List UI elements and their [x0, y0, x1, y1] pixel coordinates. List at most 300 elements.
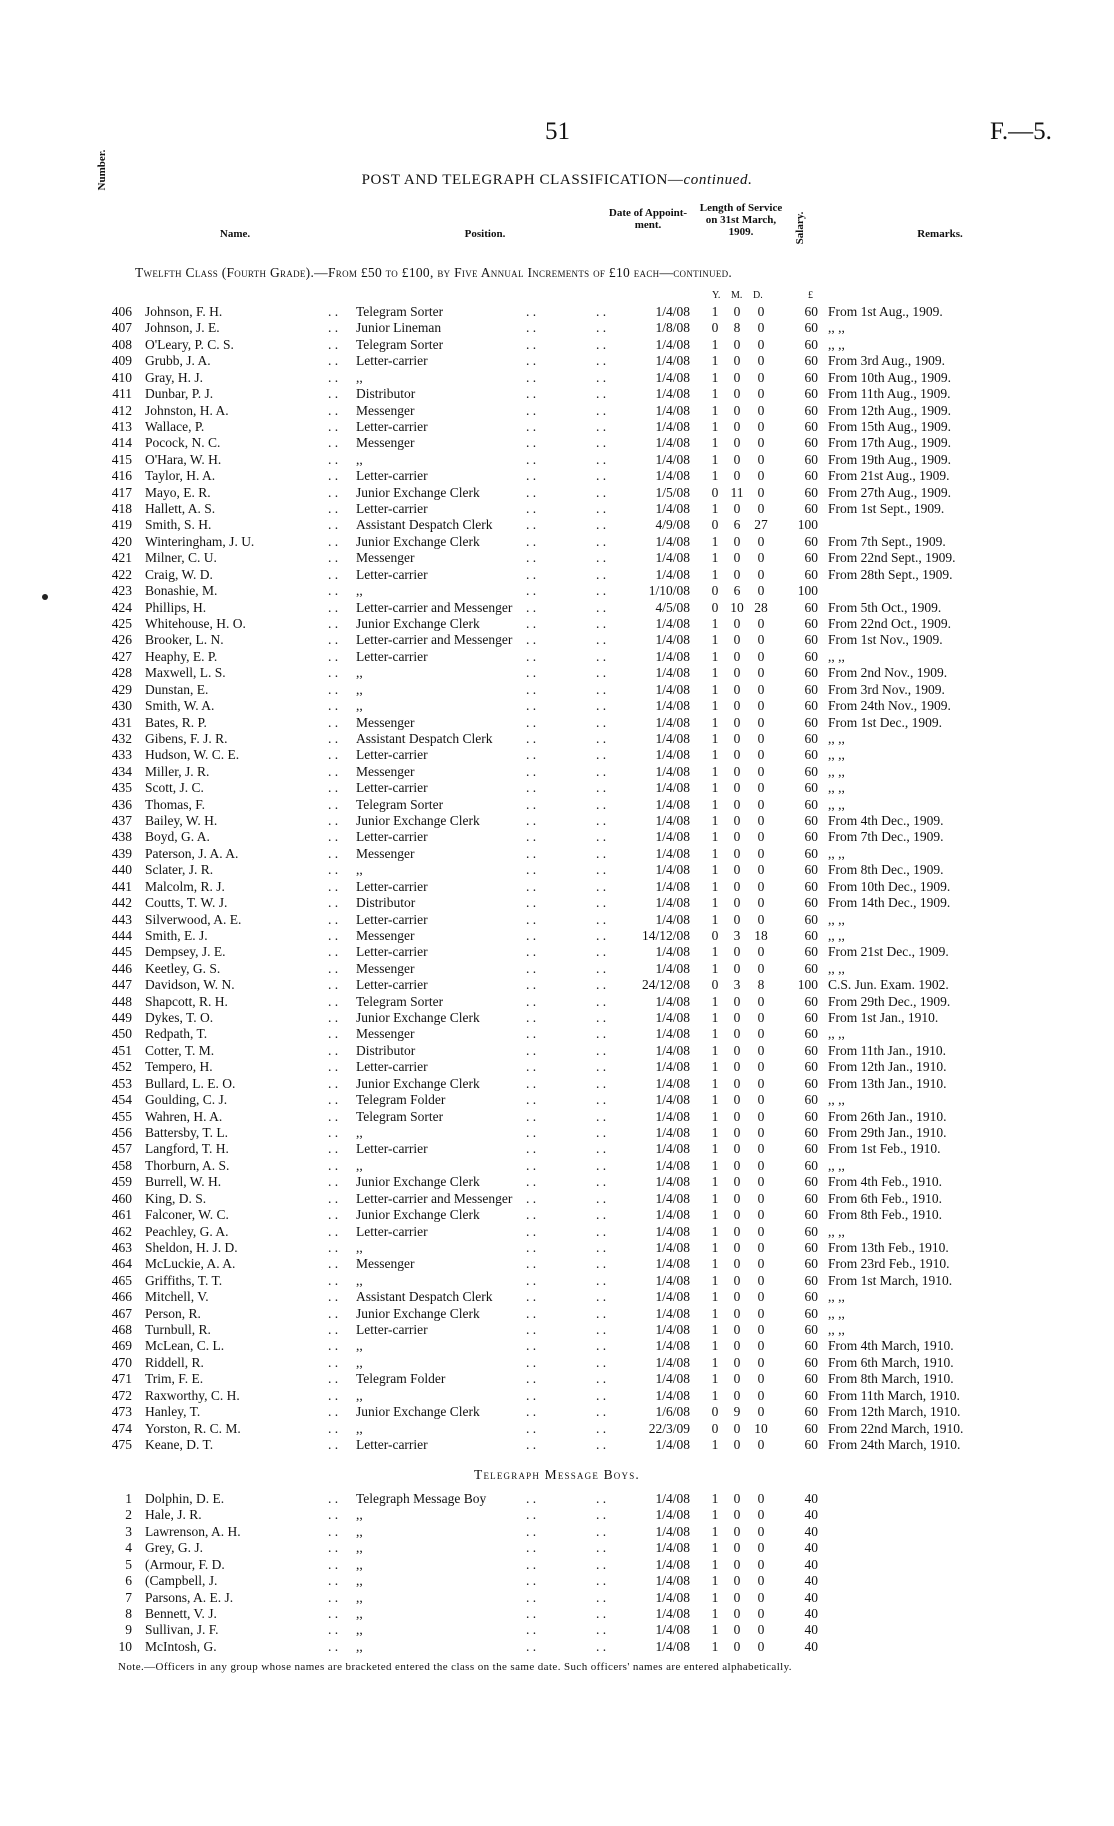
row-months: 0: [733, 1125, 741, 1140]
row-salary: 60: [804, 1223, 818, 1239]
row-years: 1: [711, 862, 719, 878]
row-months: 0: [733, 501, 741, 517]
row-days: 0: [757, 763, 765, 779]
row-name: (Campbell, J.: [145, 1573, 218, 1589]
row-name: Sheldon, H. J. D.: [145, 1239, 238, 1255]
row-name: Smith, S. H.: [145, 517, 212, 533]
row-salary: 60: [804, 1387, 818, 1403]
row-leader: . .: [596, 1256, 607, 1272]
row-name: Sclater, J. R.: [145, 862, 214, 878]
table-row: [0, 1076, 1114, 1092]
row-leader: . .: [596, 1223, 607, 1239]
row-salary: 60: [804, 911, 818, 927]
row-years: 1: [711, 1523, 719, 1539]
row-position: Junior Exchange Clerk: [356, 1404, 480, 1420]
row-months: 0: [733, 1174, 741, 1190]
row-leader: . .: [328, 435, 339, 451]
row-leader: . .: [526, 747, 537, 763]
row-months: 0: [733, 763, 741, 779]
row-months: 0: [733, 615, 741, 631]
row-leader: . .: [526, 1026, 537, 1042]
row-leader: . .: [526, 583, 537, 599]
table-row: [0, 1590, 1114, 1606]
row-years: 1: [711, 944, 719, 960]
title-continued: continued.: [683, 172, 753, 188]
row-leader: . .: [526, 1338, 537, 1354]
row-leader: . .: [526, 1556, 537, 1572]
table-row: [0, 780, 1114, 796]
row-leader: . .: [328, 796, 339, 812]
row-salary: 60: [804, 730, 818, 746]
row-years: 1: [711, 648, 719, 664]
row-name: Miller, J. R.: [145, 763, 210, 779]
row-remarks: From 12th March, 1910.: [828, 1404, 961, 1420]
row-number: 421: [111, 550, 132, 566]
row-years: 1: [711, 1108, 719, 1124]
row-leader: . .: [328, 895, 339, 911]
row-number: 472: [111, 1387, 132, 1403]
row-leader: . .: [328, 615, 339, 631]
row-leader: . .: [328, 1190, 339, 1206]
row-months: 0: [733, 878, 741, 894]
row-years: 1: [711, 468, 719, 484]
row-leader: . .: [328, 1256, 339, 1272]
row-number: 464: [111, 1256, 132, 1272]
row-name: Gray, H. J.: [145, 369, 203, 385]
row-months: 0: [733, 336, 741, 352]
row-number: 418: [111, 501, 132, 517]
table-row: [0, 813, 1114, 829]
row-date: 1/4/08: [655, 845, 690, 861]
row-name: Bates, R. P.: [145, 714, 207, 730]
table-row: [0, 370, 1114, 386]
row-months: 0: [733, 1042, 741, 1058]
row-leader: . .: [596, 1075, 607, 1091]
table-row: [0, 1109, 1114, 1125]
row-leader: . .: [526, 780, 537, 796]
table-row: [0, 1639, 1114, 1655]
row-name: Whitehouse, H. O.: [145, 615, 246, 631]
row-days: 0: [757, 681, 765, 697]
row-months: 0: [733, 451, 741, 467]
row-leader: . .: [596, 533, 607, 549]
table-row: [0, 731, 1114, 747]
row-years: 1: [711, 1190, 719, 1206]
row-leader: . .: [596, 1589, 607, 1605]
row-months: 0: [733, 714, 741, 730]
row-position: Letter-carrier: [356, 468, 428, 484]
table-row: [0, 944, 1114, 960]
row-months: 9: [733, 1404, 741, 1420]
row-salary: 60: [804, 747, 818, 763]
table-row: [0, 1404, 1114, 1420]
row-date: 1/4/08: [655, 336, 690, 352]
row-salary: 40: [804, 1605, 818, 1621]
row-leader: . .: [596, 304, 607, 319]
row-leader: . .: [596, 829, 607, 845]
row-remarks: From 10th Dec., 1909.: [828, 878, 951, 894]
row-days: 0: [757, 944, 765, 960]
row-days: 0: [757, 796, 765, 812]
row-remarks: From 10th Aug., 1909.: [828, 369, 952, 385]
row-leader: . .: [328, 1075, 339, 1091]
row-days: 0: [757, 336, 765, 352]
row-leader: . .: [526, 730, 537, 746]
row-leader: . .: [526, 1540, 537, 1556]
row-years: 1: [711, 1174, 719, 1190]
row-name: Craig, W. D.: [145, 566, 213, 582]
row-salary: 40: [804, 1556, 818, 1572]
row-leader: . .: [328, 944, 339, 960]
row-days: 0: [757, 862, 765, 878]
row-remarks: From 1st Dec., 1909.: [828, 714, 942, 730]
table-row: [0, 583, 1114, 599]
row-days: 0: [757, 1589, 765, 1605]
row-leader: . .: [526, 1573, 537, 1589]
row-leader: . .: [328, 1239, 339, 1255]
row-days: 0: [757, 1436, 765, 1452]
row-leader: . .: [596, 1540, 607, 1556]
row-date: 1/4/08: [655, 566, 690, 582]
row-leader: . .: [596, 1436, 607, 1452]
row-leader: . .: [526, 1289, 537, 1305]
row-days: 0: [757, 1556, 765, 1572]
row-leader: . .: [328, 1289, 339, 1305]
row-leader: . .: [526, 1371, 537, 1387]
row-days: 0: [757, 1075, 765, 1091]
row-date: 1/4/08: [655, 1174, 690, 1190]
table-row: [0, 879, 1114, 895]
row-name: O'Leary, P. C. S.: [145, 336, 234, 352]
row-date: 1/4/08: [655, 1157, 690, 1173]
table-row: [0, 320, 1114, 336]
row-date: 1/4/08: [655, 681, 690, 697]
row-days: 0: [757, 829, 765, 845]
row-months: 0: [733, 1272, 741, 1288]
section-heading-message-boys: Telegraph Message Boys.: [474, 1467, 640, 1482]
row-date: 1/4/08: [655, 451, 690, 467]
row-position: ,,: [356, 1556, 363, 1572]
row-date: 1/4/08: [655, 353, 690, 369]
row-months: 0: [733, 1075, 741, 1091]
row-days: 0: [757, 550, 765, 566]
table-row: [0, 846, 1114, 862]
unit-pounds: £: [808, 290, 813, 301]
row-months: 0: [733, 369, 741, 385]
table-row: [0, 797, 1114, 813]
row-leader: . .: [596, 1354, 607, 1370]
row-remarks: From 13th Feb., 1910.: [828, 1239, 949, 1255]
row-leader: . .: [526, 1272, 537, 1288]
row-leader: . .: [596, 993, 607, 1009]
row-leader: . .: [596, 1622, 607, 1638]
row-name: Davidson, W. N.: [145, 977, 235, 993]
row-number: 436: [111, 796, 132, 812]
row-leader: . .: [596, 468, 607, 484]
row-leader: . .: [526, 829, 537, 845]
table-row: [0, 1573, 1114, 1589]
row-name: Scott, J. C.: [145, 780, 204, 796]
row-position: Letter-carrier: [356, 1141, 428, 1157]
row-leader: . .: [526, 763, 537, 779]
row-remarks: ,, ,,: [828, 320, 845, 336]
row-date: 1/4/08: [655, 1354, 690, 1370]
row-remarks: From 8th Feb., 1910.: [828, 1207, 943, 1223]
header-date-of-appointment: Date of Appoint-ment.: [608, 207, 688, 231]
row-date: 1/4/08: [655, 714, 690, 730]
row-remarks: ,, ,,: [828, 1305, 845, 1321]
row-years: 1: [711, 878, 719, 894]
row-leader: . .: [328, 862, 339, 878]
row-name: Riddell, R.: [145, 1354, 204, 1370]
row-date: 1/4/08: [655, 1141, 690, 1157]
row-months: 0: [733, 1289, 741, 1305]
row-salary: 60: [804, 1141, 818, 1157]
row-months: 0: [733, 993, 741, 1009]
row-number: 9: [125, 1622, 132, 1638]
row-months: 0: [733, 1491, 741, 1506]
row-date: 1/4/08: [655, 632, 690, 648]
row-date: 1/4/08: [655, 615, 690, 631]
row-number: 409: [111, 353, 132, 369]
row-leader: . .: [596, 336, 607, 352]
row-name: Grey, G. J.: [145, 1540, 203, 1556]
row-number: 458: [111, 1157, 132, 1173]
row-years: 1: [711, 451, 719, 467]
unit-years: Y.: [712, 290, 721, 301]
row-leader: . .: [526, 402, 537, 418]
row-months: 0: [733, 1420, 741, 1436]
row-date: 1/4/08: [655, 501, 690, 517]
row-salary: 60: [804, 1305, 818, 1321]
row-years: 1: [711, 1207, 719, 1223]
row-days: 0: [757, 369, 765, 385]
row-number: 411: [112, 386, 132, 402]
row-months: 0: [733, 1322, 741, 1338]
row-days: 10: [754, 1420, 768, 1436]
row-leader: . .: [526, 698, 537, 714]
row-number: 416: [111, 468, 132, 484]
row-leader: . .: [328, 1589, 339, 1605]
row-days: 0: [757, 1523, 765, 1539]
row-position: ,,: [356, 1338, 363, 1354]
row-remarks: From 12th Aug., 1909.: [828, 402, 952, 418]
row-position: Assistant Despatch Clerk: [356, 517, 493, 533]
row-name: Thomas, F.: [145, 796, 206, 812]
row-position: Messenger: [356, 714, 415, 730]
row-date: 4/5/08: [655, 599, 690, 615]
row-leader: . .: [596, 1207, 607, 1223]
row-months: 0: [733, 1573, 741, 1589]
row-years: 1: [711, 1605, 719, 1621]
row-days: 0: [757, 1125, 765, 1140]
row-years: 1: [711, 501, 719, 517]
row-days: 28: [754, 599, 768, 615]
row-name: Coutts, T. W. J.: [145, 895, 228, 911]
row-leader: . .: [596, 944, 607, 960]
row-leader: . .: [526, 566, 537, 582]
row-salary: 60: [804, 878, 818, 894]
row-date: 1/4/08: [655, 304, 690, 319]
row-remarks: From 12th Jan., 1910.: [828, 1059, 947, 1075]
row-days: 0: [757, 878, 765, 894]
row-date: 1/4/08: [655, 1010, 690, 1026]
row-years: 1: [711, 418, 719, 434]
row-leader: . .: [526, 813, 537, 829]
row-number: 450: [111, 1026, 132, 1042]
row-number: 475: [111, 1436, 132, 1452]
row-salary: 60: [804, 320, 818, 336]
row-remarks: From 8th March, 1910.: [828, 1371, 954, 1387]
row-salary: 60: [804, 1042, 818, 1058]
row-remarks: From 21st Aug., 1909.: [828, 468, 950, 484]
row-date: 14/12/08: [641, 927, 690, 943]
row-number: 449: [111, 1010, 132, 1026]
row-years: 1: [711, 1507, 719, 1523]
table-row: [0, 747, 1114, 763]
row-days: 0: [757, 1223, 765, 1239]
row-leader: . .: [596, 813, 607, 829]
row-days: 0: [757, 1354, 765, 1370]
row-years: 1: [711, 1573, 719, 1589]
row-leader: . .: [596, 1092, 607, 1108]
row-remarks: From 11th Jan., 1910.: [828, 1042, 946, 1058]
row-leader: . .: [596, 763, 607, 779]
row-name: Dolphin, D. E.: [145, 1491, 225, 1506]
row-leader: . .: [596, 632, 607, 648]
row-years: 1: [711, 829, 719, 845]
row-remarks: ,, ,,: [828, 1322, 845, 1338]
row-months: 0: [733, 944, 741, 960]
row-position: Messenger: [356, 402, 415, 418]
row-date: 1/4/08: [655, 435, 690, 451]
row-remarks: ,, ,,: [828, 730, 845, 746]
row-date: 1/4/08: [655, 1026, 690, 1042]
table-row: [0, 386, 1114, 402]
row-remarks: From 29th Jan., 1910.: [828, 1125, 947, 1140]
row-years: 1: [711, 1354, 719, 1370]
row-name: Raxworthy, C. H.: [145, 1387, 240, 1403]
row-position: Messenger: [356, 763, 415, 779]
row-months: 0: [733, 435, 741, 451]
row-months: 11: [730, 484, 744, 500]
row-date: 1/4/08: [655, 533, 690, 549]
row-position: Letter-carrier: [356, 878, 428, 894]
row-months: 0: [733, 780, 741, 796]
row-years: 1: [711, 993, 719, 1009]
row-date: 1/4/08: [655, 747, 690, 763]
row-position: ,,: [356, 1507, 363, 1523]
row-leader: . .: [328, 1540, 339, 1556]
row-salary: 60: [804, 1289, 818, 1305]
row-number: 435: [111, 780, 132, 796]
row-salary: 60: [804, 451, 818, 467]
row-position: ,,: [356, 698, 363, 714]
row-number: 4: [125, 1540, 132, 1556]
row-days: 0: [757, 1092, 765, 1108]
row-date: 1/4/08: [655, 813, 690, 829]
row-months: 0: [733, 1256, 741, 1272]
row-leader: . .: [328, 533, 339, 549]
row-remarks: ,, ,,: [828, 1223, 845, 1239]
row-salary: 60: [804, 484, 818, 500]
table-row: [0, 534, 1114, 550]
row-number: 408: [111, 336, 132, 352]
row-date: 1/4/08: [655, 698, 690, 714]
row-years: 1: [711, 1010, 719, 1026]
row-leader: . .: [596, 1042, 607, 1058]
row-number: 420: [111, 533, 132, 549]
row-leader: . .: [596, 730, 607, 746]
row-salary: 60: [804, 435, 818, 451]
row-salary: 60: [804, 862, 818, 878]
row-number: 460: [111, 1190, 132, 1206]
row-leader: . .: [526, 451, 537, 467]
row-days: 0: [757, 533, 765, 549]
row-salary: 60: [804, 1190, 818, 1206]
row-years: 0: [711, 583, 719, 599]
row-number: 417: [111, 484, 132, 500]
row-leader: . .: [526, 1042, 537, 1058]
row-number: 452: [111, 1059, 132, 1075]
row-leader: . .: [526, 714, 537, 730]
row-months: 0: [733, 1059, 741, 1075]
row-leader: . .: [328, 1622, 339, 1638]
row-years: 1: [711, 369, 719, 385]
row-position: Messenger: [356, 960, 415, 976]
row-position: Messenger: [356, 435, 415, 451]
row-leader: . .: [526, 1207, 537, 1223]
row-days: 0: [757, 895, 765, 911]
row-position: Letter-carrier: [356, 501, 428, 517]
row-date: 1/4/08: [655, 1272, 690, 1288]
table-row: [0, 337, 1114, 353]
row-leader: . .: [596, 1141, 607, 1157]
row-leader: . .: [596, 862, 607, 878]
row-name: Hudson, W. C. E.: [145, 747, 240, 763]
row-remarks: From 1st March, 1910.: [828, 1272, 953, 1288]
row-months: 0: [733, 665, 741, 681]
row-salary: 40: [804, 1523, 818, 1539]
row-number: 463: [111, 1239, 132, 1255]
table-row: [0, 1557, 1114, 1573]
row-years: 1: [711, 813, 719, 829]
row-years: 1: [711, 402, 719, 418]
row-months: 0: [733, 1141, 741, 1157]
row-position: ,,: [356, 1354, 363, 1370]
row-leader: . .: [596, 550, 607, 566]
row-position: Telegraph Message Boy: [356, 1491, 487, 1506]
row-salary: 60: [804, 304, 818, 319]
row-leader: . .: [596, 566, 607, 582]
row-leader: . .: [596, 895, 607, 911]
row-months: 0: [733, 386, 741, 402]
row-years: 0: [711, 1404, 719, 1420]
row-months: 0: [733, 1010, 741, 1026]
row-salary: 40: [804, 1540, 818, 1556]
row-position: ,,: [356, 1157, 363, 1173]
row-name: Milner, C. U.: [145, 550, 217, 566]
row-remarks: From 6th Feb., 1910.: [828, 1190, 943, 1206]
row-years: 1: [711, 845, 719, 861]
row-leader: . .: [526, 1157, 537, 1173]
row-date: 1/4/08: [655, 780, 690, 796]
row-years: 1: [711, 304, 719, 319]
row-years: 1: [711, 960, 719, 976]
row-leader: . .: [328, 468, 339, 484]
row-leader: . .: [328, 369, 339, 385]
row-leader: . .: [596, 911, 607, 927]
